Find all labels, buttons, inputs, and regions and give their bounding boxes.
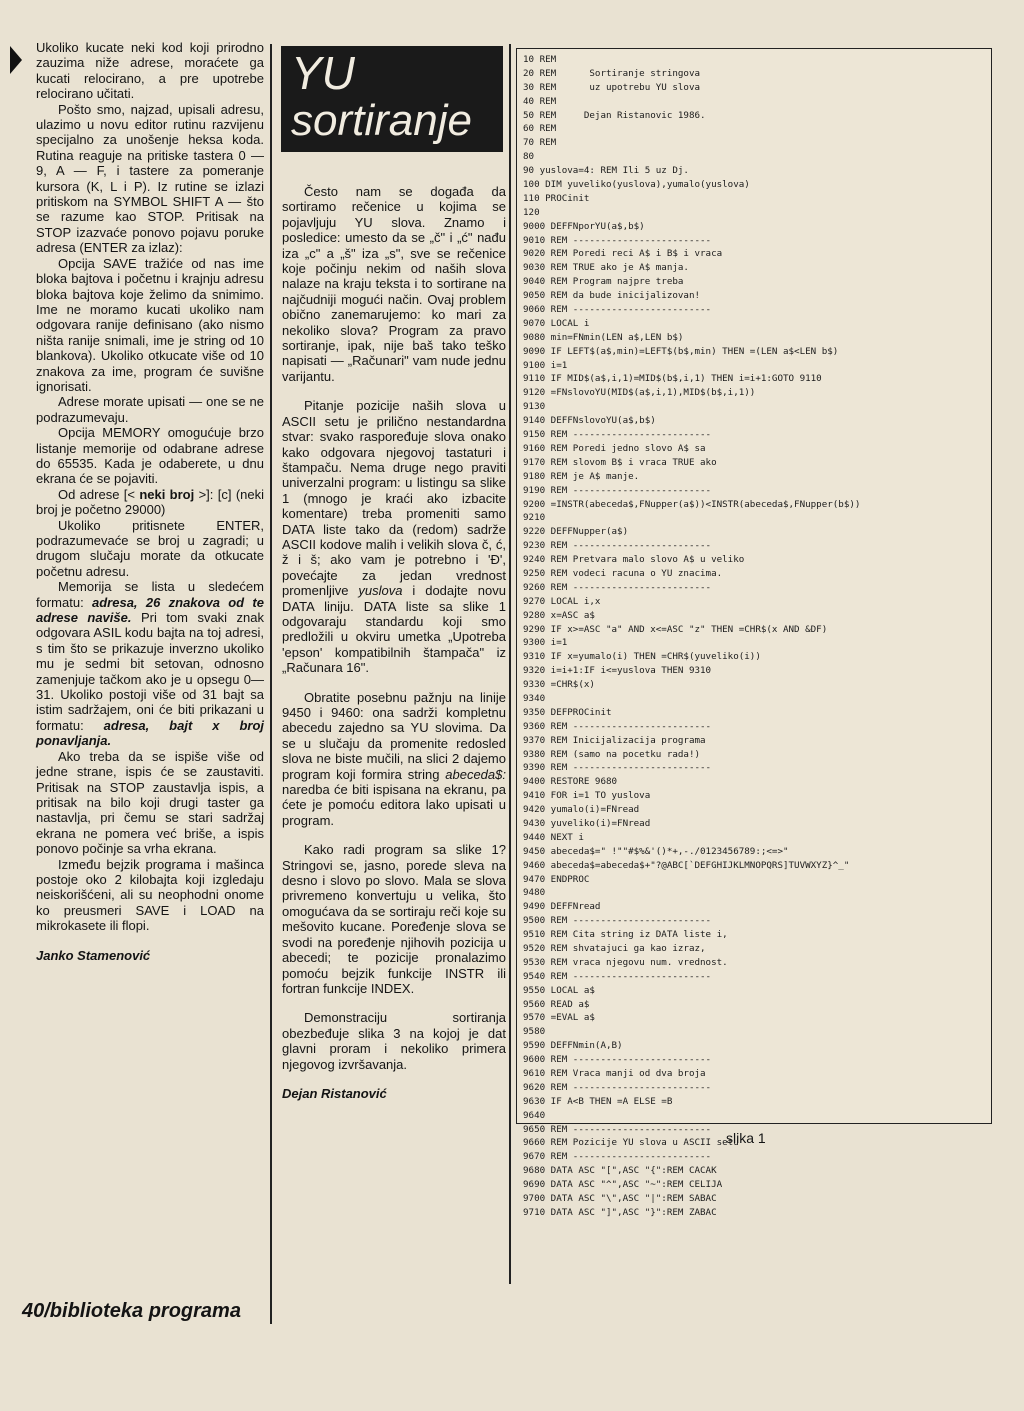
listing-line: 90 yuslova=4: REM Ili 5 uz Dj. — [523, 165, 689, 177]
listing-line: 9220 DEFFNupper(a$) — [523, 526, 629, 538]
listing-line: 9140 DEFFNslovoYU(a$,b$) — [523, 415, 656, 427]
listing-line: 9630 IF A<B THEN =A ELSE =B — [523, 1095, 673, 1107]
listing-line: 9430 yuveliko(i)=FNread — [523, 817, 651, 829]
column-divider-2 — [509, 44, 511, 1284]
listing-line: 9530 REM vraca njegovu num. vrednost. — [523, 956, 728, 968]
listing-line: 9600 REM ------------------------- — [523, 1054, 712, 1066]
listing-line: 9210 — [523, 512, 546, 524]
listing-line: 9260 REM ------------------------- — [523, 581, 712, 593]
listing-line: 9300 i=1 — [523, 637, 568, 649]
col2-author: Dejan Ristanović — [282, 1085, 387, 1101]
listing-line: 9470 ENDPROC — [523, 873, 590, 885]
title-line-1: YU — [291, 47, 355, 99]
listing-line: 9280 x=ASC a$ — [523, 609, 595, 621]
p6-text-b: neki broj — [139, 486, 195, 502]
listing-line: 9240 REM Pretvara malo slovo A$ u veliko — [523, 554, 745, 566]
p8-text-b: adresa, 26 znakova od te adrese naviše. — [36, 594, 264, 626]
figure-caption: slika 1 — [726, 1130, 766, 1146]
col1-author: Janko Stamenović — [36, 947, 151, 963]
listing-line: 9540 REM ------------------------- — [523, 970, 712, 982]
listing-line: 50 REM Dejan Ristanovic 1986. — [523, 109, 706, 121]
col1-paragraph-8 — [36, 579, 264, 748]
col2-p2-a: Pitanje pozicije naših slova u ASCII setu je prilično nestandardna stvar: svako raspoređuje slova onako kako odgovara njegovoj tastaturi i štampaču. Nema druge nego praviti univerzalni program: u listingu sa slike 1 (mnogo je kraći ako izbacite komentare) treba promeniti samo DATA liste tako da (redom) sadrže ASCII kodove malih i velikih slova č, ć, ž i š; ako vam je potrebno i 'Đ', povećajte za jedan vrednost promenljive — [282, 398, 506, 599]
listing-line: 100 DIM yuveliko(yuslova),yumalo(yuslova) — [523, 179, 750, 191]
listing-line: 9330 =CHR$(x) — [523, 679, 595, 691]
listing-line: 9560 READ a$ — [523, 998, 590, 1010]
listing-line: 10 REM — [523, 54, 557, 65]
col2-paragraph-3 — [282, 690, 506, 829]
listing-line: 9690 DATA ASC "^",ASC "~":REM CELIJA — [523, 1179, 723, 1191]
title-line-2: sortiranje — [291, 96, 472, 145]
listing-line: 9710 DATA ASC "]",ASC "}":REM ZABAC — [523, 1206, 717, 1218]
listing-line: 9190 REM ------------------------- — [523, 484, 712, 496]
listing-line: 9340 — [523, 692, 546, 704]
listing-line: 9380 REM (samo na pocetku rada!) — [523, 748, 701, 760]
listing-line: 9620 REM ------------------------- — [523, 1081, 712, 1093]
listing-line: 9310 IF x=yumalo(i) THEN =CHR$(yuveliko(i)) — [523, 651, 761, 663]
listing-line: 9320 i=i+1:IF i<=yuslova THEN 9310 — [523, 665, 712, 677]
listing-line: 9200 =INSTR(abeceda$,FNupper(a$))<INSTR(abeceda$,FNupper(b$)) — [523, 498, 861, 510]
listing-line: 9180 REM je A$ manje. — [523, 470, 640, 482]
column-2 — [282, 184, 506, 1101]
listing-line: 120 — [523, 206, 540, 218]
listing-line: 9290 IF x>=ASC "a" AND x<=ASC "z" THEN =CHR$(x AND &DF) — [523, 623, 828, 635]
listing-line: 9040 REM Program najpre treba — [523, 276, 684, 288]
col1-paragraph-1: Ukoliko kucate neki kod koji prirodno zauzima niže adrese, moraćete ga kucati relocirano, a pre upotrebe relocirano učitati. — [36, 40, 264, 102]
col1-paragraph-7: Ukoliko pritisnete ENTER, podrazumevaće se broj u zagradi; u drugom slučaju morate da otkucate početnu adresu. — [36, 517, 264, 579]
listing-line: 110 PROCinit — [523, 192, 590, 204]
listing-line: 9120 =FNslovoYU(MID$(a$,i,1),MID$(b$,i,1)) — [523, 387, 756, 399]
p8-text-a: Memorija se lista u sledećem formatu: — [36, 579, 264, 610]
listing-line: 9130 — [523, 401, 546, 413]
listing-line: 40 REM — [523, 95, 557, 107]
listing-line: 9370 REM Inicijalizacija programa — [523, 734, 706, 746]
listing-line: 9390 REM ------------------------- — [523, 762, 712, 774]
listing-line: 9020 REM Poredi reci A$ i B$ i vraca — [523, 248, 723, 260]
col2-p3-a: Obratite posebnu pažnju na linije 9450 i 9460: ona sadrži kompletnu abecedu zajedno sa YU slovima. Da se u slučaju da promenite redosled slova ne biste mučili, na slici 2 dajemo program koji formira string — [282, 689, 506, 782]
listing-line: 9420 yumalo(i)=FNread — [523, 804, 640, 816]
col1-paragraph-2: Pošto smo, najzad, upisali adresu, ulazimo u novu editor rutinu razvijenu specijalno za unošenje heksa koda. Rutina reaguje na pritiske tastera 0 — 9, A — F, i tastere za pomeranje kursora (K, L i P). Iz rutine se izlazi pritiskom na SYMBOL SHIFT A — što se razume kao STOP. Pritisak na STOP izazvaće ponovo pojavu poruke adresa (ENTER za izlaz): — [36, 101, 264, 256]
listing-line: 9480 — [523, 887, 546, 899]
listing-line: 9490 DEFFNread — [523, 901, 601, 913]
listing-line: 70 REM — [523, 137, 557, 149]
program-listing — [523, 53, 987, 1220]
listing-line: 80 — [523, 151, 535, 163]
listing-line: 9610 REM Vraca manji od dva broja — [523, 1068, 706, 1080]
listing-line: 60 REM — [523, 123, 557, 135]
listing-line: 9640 — [523, 1109, 546, 1121]
listing-line: 9100 i=1 — [523, 359, 568, 371]
listing-line: 9080 min=FNmin(LEN a$,LEN b$) — [523, 331, 684, 343]
col1-paragraph-5: Opcija MEMORY omogućuje brzo listanje memorije od odabrane adrese do 65535. Kada je odaberete, u dnu ekrana će se pojaviti. — [36, 425, 264, 487]
listing-line: 9450 abeceda$=" !""#$%&'()*+,-./0123456789:;<=>" — [523, 845, 789, 857]
col1-paragraph-6 — [36, 487, 264, 518]
listing-line: 30 REM uz upotrebu YU slova — [523, 81, 701, 93]
listing-line: 9510 REM Cita string iz DATA liste i, — [523, 929, 728, 941]
listing-line: 9030 REM TRUE ako je A$ manja. — [523, 262, 689, 274]
col2-p2-b: yuslova — [358, 583, 403, 599]
col2-paragraph-4: Kako radi program sa slike 1? Stringovi se, jasno, porede sleva na desno i slovo po slovo. Mala se slova privremeno konvertuju u velika, što omogućava da se sortiraju reči koje su mešovito kucane. Poređenje slova se svodi na poređenje njihovih pozicija u abecedi; te pozicije pronalazimo pomoću bejzik funkcije INSTR ili fortran funkcije INDEX. — [282, 842, 506, 996]
col2-paragraph-5: Demonstraciju sortiranja obezbeđuje slika 3 na kojoj je dat glavni proram i nekoliko primera njegovog izvršavanja. — [282, 1010, 506, 1072]
arrow-marker-icon — [10, 46, 22, 74]
listing-line: 9460 abeceda$=abeceda$+"?@ABC[`DEFGHIJKLMNOPQRS]TUVWXYZ}^_" — [523, 859, 850, 871]
col2-paragraph-1: Često nam se događa da sortiramo rečenice u kojima se pojavljuju YU slova. Znamo i posledice: umesto da se „č" i „ć" nađu iza „c" a „š" iza „s", sve se rečenice koje počinju nekim od naših slova nalaze na kraju teksta i to sortirane na najčudniji mogući način. Ovaj problem obično zanemarujemo: ko mari za nekoliko slova? Program za pravo sortiranje, ipak, nije baš tako teško napisati — „Računari" vam nude jednu varijantu. — [282, 184, 506, 384]
listing-line: 9230 REM ------------------------- — [523, 540, 712, 552]
listing-line: 9170 REM slovom B$ i vraca TRUE ako — [523, 456, 717, 468]
listing-line: 9270 LOCAL i,x — [523, 595, 601, 607]
col2-p2-c: i dodajte novu DATA liniju. DATA liste sa slike 1 odgovaraju standardu koji smo predložili u okviru umetka „Upotreba 'epson' kompatibilnih štampača" iz „Računara 16". — [282, 583, 506, 676]
listing-line: 9550 LOCAL a$ — [523, 984, 595, 996]
listing-line: 9060 REM ------------------------- — [523, 304, 712, 316]
listing-line: 9520 REM shvatajuci ga kao izraz, — [523, 943, 706, 954]
col1-paragraph-10: Između bejzik programa i mašinca postoje oko 2 kilobajta koji izgledaju neiskorišćeni, ali su neophodni onome ko preusmeri SAVE i LOAD na mikrokasete ili flopi. — [36, 856, 264, 934]
p6-text-a: Od adrese [< — [58, 486, 140, 502]
listing-line: 9090 IF LEFT$(a$,min)=LEFT$(b$,min) THEN =(LEN a$<LEN b$) — [523, 345, 839, 357]
listing-line: 9400 RESTORE 9680 — [523, 776, 618, 788]
listing-line: 9150 REM ------------------------- — [523, 429, 712, 441]
listing-line: 9000 DEFFNporYU(a$,b$) — [523, 220, 645, 232]
col2-p3-b: abeceda$: — [445, 766, 506, 782]
col2-paragraph-2 — [282, 398, 506, 675]
listing-line: 9670 REM ------------------------- — [523, 1151, 712, 1163]
p8-text-d: adresa, bajt x broj ponavljanja. — [36, 717, 264, 749]
page-footer: 40/biblioteka programa — [22, 1300, 241, 1322]
listing-line: 9050 REM da bude inicijalizovan! — [523, 290, 701, 302]
listing-line: 9360 REM ------------------------- — [523, 720, 712, 732]
listing-line: 9010 REM ------------------------- — [523, 234, 712, 246]
listing-line: 9110 IF MID$(a$,i,1)=MID$(b$,i,1) THEN i=i+1:GOTO 9110 — [523, 373, 822, 385]
listing-line: 9650 REM ------------------------- — [523, 1123, 712, 1135]
listing-line: 9160 REM Poredi jedno slovo A$ sa — [523, 442, 706, 454]
col1-paragraph-3: Opcija SAVE tražiće od nas ime bloka bajtova i početnu i krajnju adresu bloka bajtova koje želimo da snimimo. Ime ne moramo kucati ukoliko nam odgovara ranije definisano (ako nismo ništa ranije snimali, ime je string od 10 blankova). Ukoliko otkucate više od 10 znakova za ime, program će suvišne ignorisati. — [36, 255, 264, 394]
listing-line: 9680 DATA ASC "[",ASC "{":REM CACAK — [523, 1165, 717, 1177]
listing-line: 9350 DEFPROCinit — [523, 706, 612, 718]
p6-text-c: >]: [c] (neki broj je početno 29000) — [36, 486, 264, 518]
column-divider-1 — [270, 44, 272, 1324]
listing-line: 9590 DEFFNmin(A,B) — [523, 1040, 623, 1052]
article-title — [281, 46, 503, 152]
col1-paragraph-9: Ako treba da se ispiše više od jedne strane, ispis će se zaustaviti. Pritisak na STOP zaustavlja ispis, a pritisak na bilo koji drugi taster ga nastavlja, pri čemu se stari sadržaj ekrana ne pomera već briše, a ispis ponovo počinje sa vrha ekrana. — [36, 748, 264, 857]
listing-line: 9410 FOR i=1 TO yuslova — [523, 790, 651, 802]
listing-line: 9570 =EVAL a$ — [523, 1012, 595, 1024]
listing-line: 9700 DATA ASC "\",ASC "|":REM SABAC — [523, 1193, 717, 1205]
col1-paragraph-4: Adrese morate upisati — one se ne podrazumevaju. — [36, 394, 264, 425]
col2-p3-c: naredba će biti ispisana na ekranu, pa ćete je pomoću editora lako upisati u program. — [282, 782, 506, 828]
listing-line: 9580 — [523, 1026, 546, 1038]
column-1 — [36, 40, 264, 963]
listing-line: 9250 REM vodeci racuna o YU znacima. — [523, 567, 723, 579]
p8-text-c: Pri tom svaki znak odgovara ASIL kodu bajta na toj adresi, s tim što se prikazuje inverzno ukoliko mu je sedmi bit setovan, odnosno zamenjuje tačkom ako je u opsegu 0—31. Ukoliko postoji više od 31 bajt sa istim sadržajem, oni će biti prikazani u formatu: — [36, 610, 264, 733]
listing-line: 20 REM Sortiranje stringova — [523, 67, 701, 79]
listing-line: 9500 REM ------------------------- — [523, 915, 712, 927]
listing-line: 9660 REM Pozicije YU slova u ASCII setu — [523, 1137, 739, 1149]
listing-line: 9440 NEXT i — [523, 831, 584, 843]
listing-line: 9070 LOCAL i — [523, 317, 590, 329]
